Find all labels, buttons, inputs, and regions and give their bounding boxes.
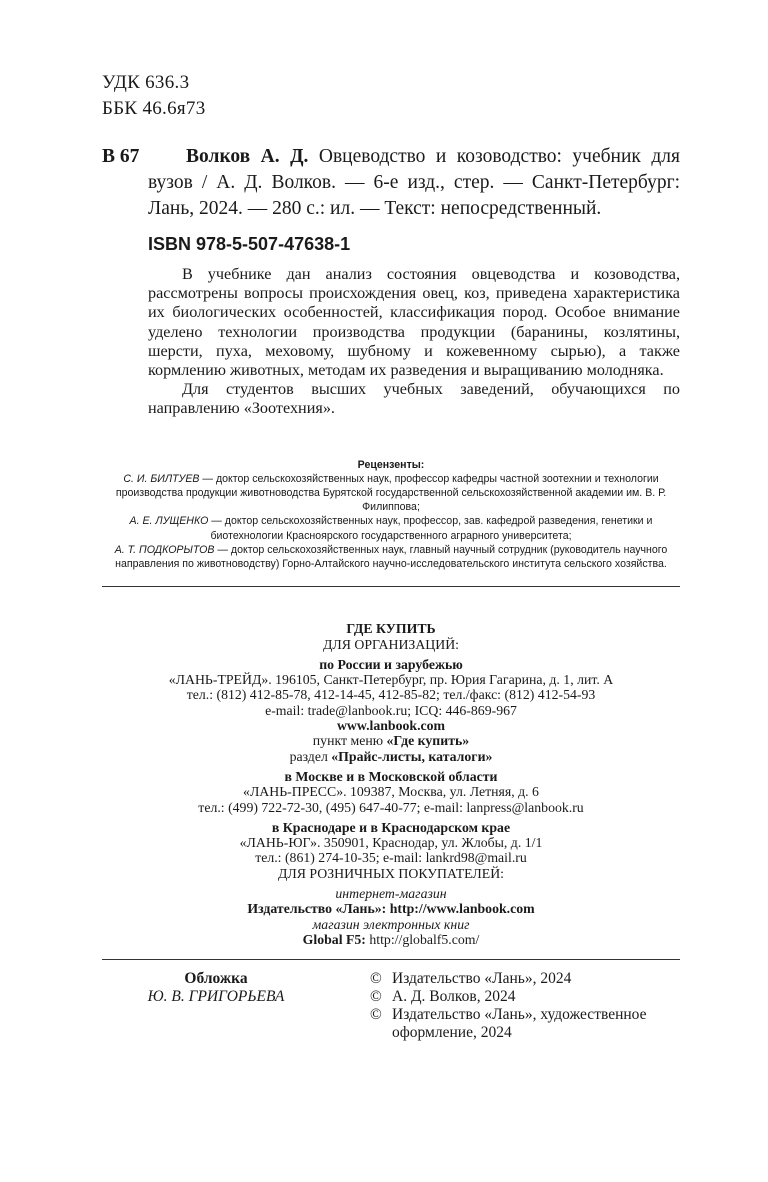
retail-heading: ДЛЯ РОЗНИЧНЫХ ПОКУПАТЕЛЕЙ: [277,865,505,881]
menu-item: «Где купить» [386,733,470,749]
lan-yug-phones: тел.: (861) 274-10-35; e-mail: lankrd98@mail.ru [255,850,527,866]
annotation-paragraph: Для студентов высших учебных заведений, обучающихся по направлению «Зоотехния». [148,380,680,418]
classification-codes [102,70,680,122]
menu-prefix: пункт меню [312,733,387,749]
lan-trade-name: «ЛАНЬ-ТРЕЙД». [168,672,272,688]
menu-line [102,733,680,748]
lan-trade-address: 196105, Санкт-Петербург, пр. Юрия Гагарина, д. 1, лит. А [271,672,614,688]
lan-trade-line [102,672,680,687]
internet-shop-label: интернет-магазин [335,886,447,901]
reviewers-heading: Рецензенты: [357,458,425,471]
isbn: ISBN 978-5-507-47638-1 [148,234,351,254]
section-item: «Прайс-листы, каталоги» [331,748,493,764]
lan-press-address: «ЛАНЬ-ПРЕСС». 109387, Москва, ул. Летняя, д. 6 [243,784,539,800]
copyright-list [370,970,700,1042]
organizations-heading: ДЛЯ ОРГАНИЗАЦИЙ: [322,636,460,652]
lan-trade-phones: тел.: (812) 412-85-78, 412-14-45, 412-85-82; тел./факс: (812) 412-54-93 [186,687,596,703]
annotation [148,265,680,419]
annotation-paragraph: В учебнике дан анализ состояния овцеводства и козоводства, рассмотрены вопросы происхождения овец, коз, приведена характеристика их биологических особенностей, классификация пород. Особое внимание уделено технологии производства продукции (баранины, козлятины, шерсти, пуха, меховому, шубному и кожевенному сырью), а также кормлению животных, методам их разведения и выращиванию молодняка. [148,265,680,380]
reviewer-entry [102,543,680,571]
cover-credit [116,970,316,1006]
where-to-buy-block [102,621,680,947]
udk-code: УДК 636.3 [102,72,190,93]
where-to-buy-title: ГДЕ КУПИТЬ [346,621,436,637]
copyright-icon: © [370,1006,382,1024]
reviewer-name: А. Е. ЛУЩЕНКО [129,515,209,528]
credits-block [102,960,680,1050]
copyright-text: Издательство «Лань», художественное оформление, 2024 [392,1006,647,1042]
copyright-icon: © [370,970,382,988]
lan-press-phones: тел.: (499) 722-72-30, (495) 647-40-77; e-mail: lanpress@lanbook.ru [198,799,584,815]
author-mark: В 67 [102,146,140,167]
section-prefix: раздел [289,748,332,764]
internet-shop-name: Издательство «Лань»: [247,901,387,917]
lan-trade-email: e-mail: trade@lanbook.ru; ICQ: 446-869-967 [265,702,517,718]
moscow-heading: в Москве и в Московской области [284,768,498,784]
website-link[interactable]: www.lanbook.com [336,718,446,734]
ebook-shop-url[interactable]: http://globalf5.com/ [365,931,480,947]
reviewer-entry [102,514,680,542]
ebook-shop-label: магазин электронных книг [312,916,470,932]
reviewer-text: — доктор сельскохозяйственных наук, профессор кафедры частной зоотехнии и технологии производства продукции животноводства Бурятской государственной сельскохозяйственной академии им. В. Р. Филиппова; [115,472,667,514]
lan-yug-address: «ЛАНЬ-ЮГ». 350901, Краснодар, ул. Жлобы, д. 1/1 [239,835,543,851]
ebook-shop-line [102,932,680,947]
bibliographic-description [148,144,680,222]
copyright-icon: © [370,988,382,1006]
copyright-text: Издательство «Лань», 2024 [392,970,572,988]
imprint-page [102,70,680,1050]
book-description: Овцеводство и козоводство: учебник для вузов / А. Д. Волков. — 6-е изд., стер. — Санкт-Петербург: Лань, 2024. — 280 с.: ил. — Текст: непосредственный. [148,146,680,219]
author-name: Волков А. Д. [186,146,309,167]
reviewer-entry [102,472,680,515]
copyright-text: А. Д. Волков, 2024 [392,988,516,1006]
russia-heading: по России и зарубежью [319,656,463,672]
reviewer-text: — доктор сельскохозяйственных наук, главный научный сотрудник (руководитель научного направления по животноводству) Горно-Алтайского научно-исследовательского института сельского хозяйства. [115,543,668,571]
ebook-shop-name: Global F5: [302,931,366,947]
krasnodar-heading: в Краснодаре и в Краснодарском крае [271,819,511,835]
bbk-code: ББК 46.6я73 [102,98,206,119]
section-line [102,749,680,764]
copyright-line [370,988,700,1006]
divider-top [102,586,680,587]
reviewer-text: — доктор сельскохозяйственных наук, профессор, зав. кафедрой разведения, генетики и биотехнологии Красноярского государственного аграрного университета; [208,515,653,542]
cover-designer: Ю. В. ГРИГОРЬЕВА [147,988,285,1006]
reviewer-name: С. И. БИЛТУЕВ [123,472,200,485]
bibliographic-entry [102,144,680,222]
internet-shop-line [102,901,680,916]
internet-shop-url[interactable]: http://www.lanbook.com [386,901,535,917]
reviewer-name: А. Т. ПОДКОРЫТОВ [114,543,215,556]
cover-label: Обложка [184,970,248,988]
reviewers-block [102,458,680,572]
copyright-line [370,1006,700,1042]
copyright-line [370,970,700,988]
